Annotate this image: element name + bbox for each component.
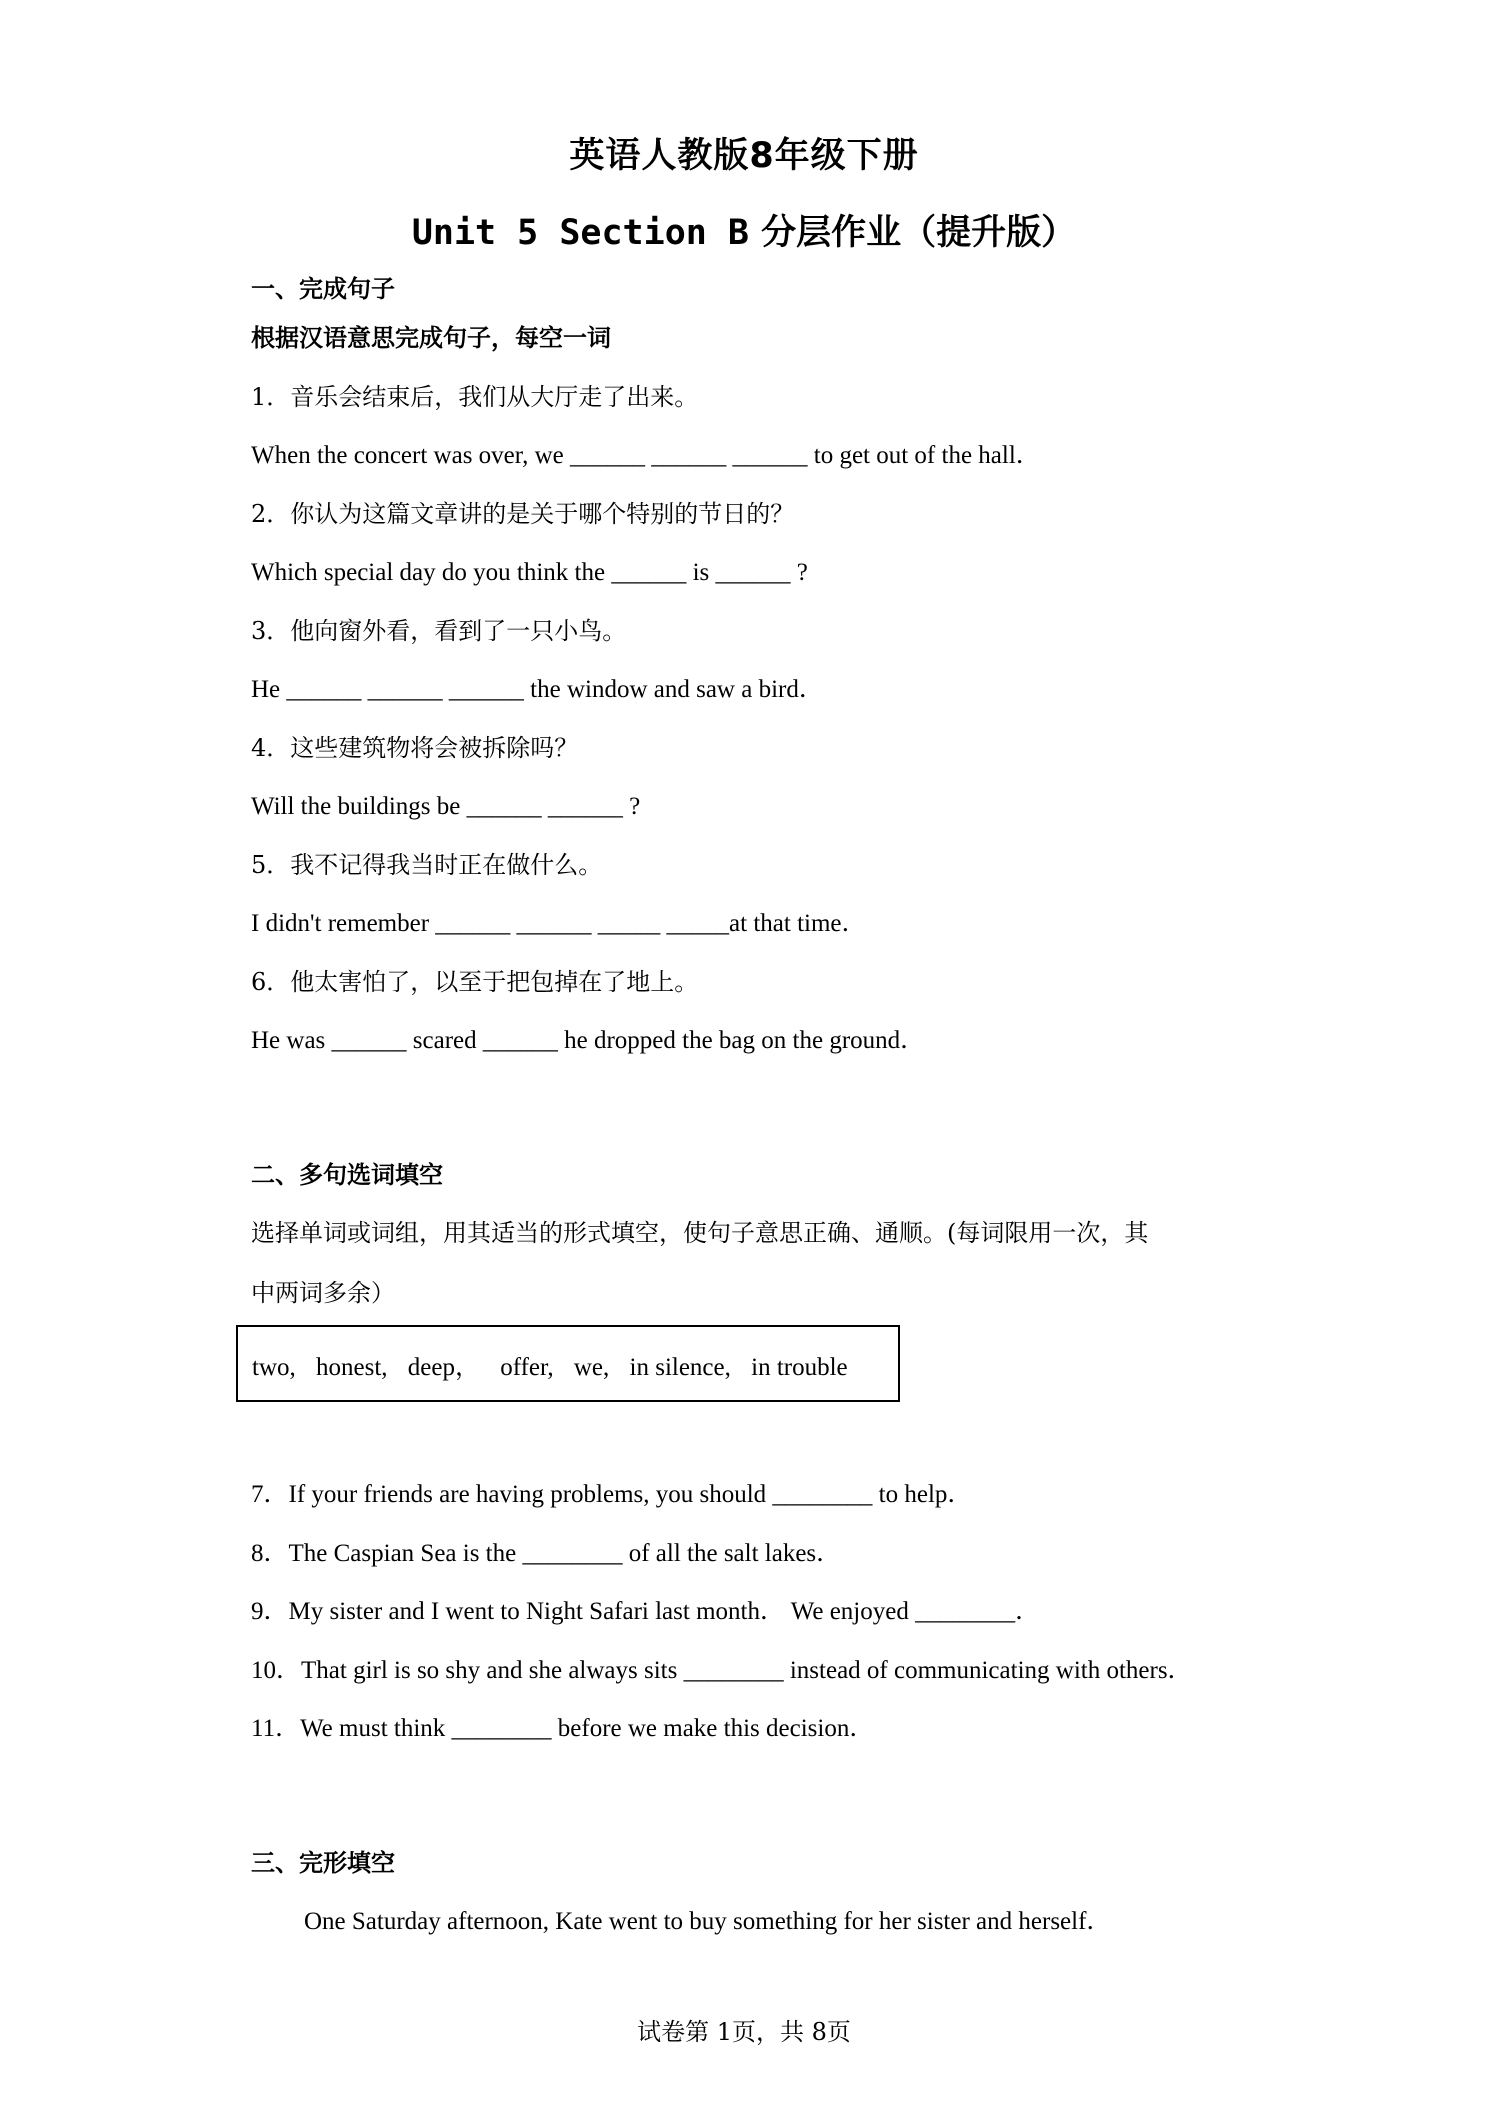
question-7: 7．If your friends are having problems, you should ________ to help． <box>251 1481 973 1508</box>
page-footer: 试卷第 1页，共 8页 <box>637 2018 851 2046</box>
question-5-english: I didn't remember ______ ______ _____ _____at that time． <box>251 910 867 937</box>
question-3-chinese: 3．他向窗外看，看到了一只小鸟。 <box>251 617 627 645</box>
document-title: 英语人教版8年级下册 <box>569 136 919 176</box>
word-bank-box <box>236 1325 900 1402</box>
question-4-english: Will the buildings be ______ ______ ? <box>251 793 641 820</box>
section-1-instruction: 根据汉语意思完成句子，每空一词 <box>251 324 611 352</box>
word-bank-item: in silence, <box>629 1354 731 1381</box>
word-bank-item: two, <box>252 1354 296 1381</box>
question-8: 8．The Caspian Sea is the ________ of all the salt lakes． <box>251 1540 842 1567</box>
question-2-english: Which special day do you think the ______ is ______ ? <box>251 559 808 586</box>
word-bank-item: deep， <box>407 1354 480 1381</box>
subtitle-cjk: 分层作业（提升版） <box>748 213 1077 253</box>
question-1-english: When the concert was over, we ______ ______ ______ to get out of the hall． <box>251 442 1041 469</box>
question-11: 11．We must think ________ before we make this decision． <box>251 1715 875 1742</box>
section-2-instruction-line-1: 选择单词或词组，用其适当的形式填空，使句子意思正确、通顺。(每词限用一次，其 <box>251 1219 1149 1247</box>
question-4-chinese: 4．这些建筑物将会被拆除吗？ <box>251 734 579 762</box>
question-10: 10．That girl is so shy and she always sits ________ instead of communicating with others． <box>251 1657 1193 1684</box>
section-3-heading: 三、完形填空 <box>251 1849 395 1877</box>
question-1-chinese: 1．音乐会结束后，我们从大厅走了出来。 <box>251 383 699 411</box>
word-bank <box>252 1347 862 1383</box>
word-bank-item: offer, <box>500 1354 554 1381</box>
question-9: 9．My sister and I went to Night Safari last month． We enjoyed ________． <box>251 1598 1041 1625</box>
word-bank-item: in trouble <box>751 1354 848 1381</box>
question-6-chinese: 6．他太害怕了，以至于把包掉在了地上。 <box>251 968 699 996</box>
section-2-heading: 二、多句选词填空 <box>251 1161 443 1189</box>
word-bank-item: we, <box>573 1354 610 1381</box>
document-subtitle <box>0 205 1488 255</box>
section-2-instruction-line-2: 中两词多余） <box>251 1279 395 1307</box>
cloze-paragraph: One Saturday afternoon, Kate went to buy something for her sister and herself． <box>304 1908 1112 1935</box>
question-5-chinese: 5．我不记得我当时正在做什么。 <box>251 851 603 879</box>
subtitle-unit: Unit 5 Section B <box>411 213 749 253</box>
section-1-heading: 一、完成句子 <box>251 275 395 303</box>
question-2-chinese: 2．你认为这篇文章讲的是关于哪个特别的节日的？ <box>251 500 795 528</box>
question-6-english: He was ______ scared ______ he dropped the bag on the ground． <box>251 1027 926 1054</box>
word-bank-item: honest, <box>316 1354 388 1381</box>
question-3-english: He ______ ______ ______ the window and saw a bird． <box>251 676 824 703</box>
